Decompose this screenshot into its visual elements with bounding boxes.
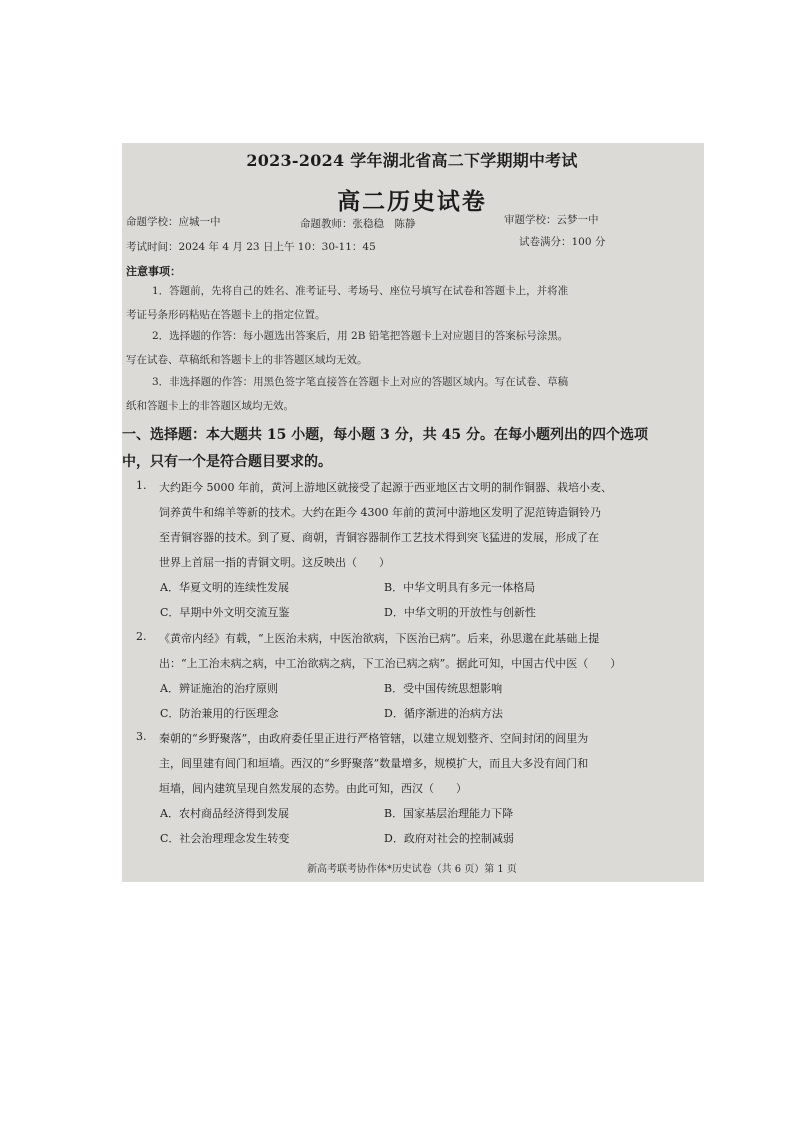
- exam-title: 2023-2024 学年湖北省高二下学期期中考试: [246, 151, 578, 170]
- option-d: D．中华文明的开放性与创新性: [384, 606, 536, 619]
- option-c: C．社会治理理念发生转变: [160, 832, 290, 845]
- question-number: 3.: [136, 730, 147, 743]
- exam-time-label: 考试时间：2024 年 4 月 23 日上午 10：30-11：45: [126, 241, 376, 253]
- question-number: 2.: [136, 630, 147, 643]
- section-heading: 一、选择题：本大题共 15 小题，每小题 3 分，共 45 分。在每小题列出的四个选项: [122, 427, 648, 443]
- notice-line: 纸和答题卡上的非答题区域均无效。: [126, 400, 294, 412]
- option-a: A．华夏文明的连续性发展: [160, 581, 289, 594]
- section-heading-cont: 中，只有一个是符合题目要求的。: [122, 454, 332, 470]
- option-d: D．循序渐进的治病方法: [384, 707, 503, 720]
- exam-paper: [122, 143, 704, 882]
- option-b: B．国家基层治理能力下降: [384, 807, 514, 820]
- question-text: 《黄帝内经》有载，“上医治未病，中医治欲病，下医治已病”。后来，孙思邈在此基础上提: [159, 632, 600, 645]
- option-a: A．辨证施治的治疗原则: [160, 682, 278, 695]
- option-c: C．防治兼用的行医理念: [160, 707, 279, 720]
- teachers-label: 命题教师：张稳稳 陈静: [300, 218, 416, 230]
- question-text: 至青铜容器的技术。到了夏、商朝，青铜容器制作工艺技术得到突飞猛进的发展，形成了在: [159, 531, 599, 544]
- paper-title: 高二历史试卷: [337, 188, 487, 215]
- option-c: C．早期中外文明交流互鉴: [160, 606, 290, 619]
- notice-line: 3．非选择题的作答：用黑色签字笔直接答在答题卡上对应的答题区域内。写在试卷、草稿: [152, 376, 569, 388]
- option-d: D．政府对社会的控制减弱: [384, 832, 514, 845]
- question-text: 大约距今 5000 年前，黄河上游地区就接受了起源于西亚地区古文明的制作铜器、栽培小麦、: [159, 481, 612, 494]
- option-a: A．农村商品经济得到发展: [160, 807, 289, 820]
- option-b: B．受中国传统思想影响: [384, 682, 503, 695]
- question-text: 主，闾里建有闾门和垣墙。西汉的“乡野聚落”数量增多，规模扩大，而且大多没有闾门和: [159, 757, 589, 770]
- question-number: 1.: [136, 479, 147, 492]
- notice-line: 1．答题前，先将自己的姓名、准考证号、考场号、座位号填写在试卷和答题卡上，并将准: [152, 285, 569, 297]
- school-label: 命题学校：应城一中: [126, 216, 221, 228]
- question-text: 出：“上工治未病之病，中工治欲病之病，下工治已病之病”。据此可知，中国古代中医（ ）: [159, 657, 622, 670]
- notice-line: 写在试卷、草稿纸和答题卡上的非答题区域均无效。: [126, 354, 368, 366]
- option-b: B．中华文明具有多元一体格局: [384, 581, 536, 594]
- question-text: 饲养黄牛和绵羊等新的技术。大约在距今 4300 年前的黄河中游地区发明了泥范铸造铜铃乃: [159, 506, 601, 519]
- question-text: 垣墙，闾内建筑呈现自然发展的态势。由此可知，西汉（ ）: [159, 782, 467, 795]
- notice-line: 2．选择题的作答：每小题选出答案后，用 2B 铅笔把答题卡上对应题目的答案标号涂黑。: [152, 330, 569, 342]
- review-school-label: 审题学校：云梦一中: [504, 214, 599, 226]
- notice-heading: 注意事项：: [126, 265, 181, 278]
- full-score-label: 试卷满分：100 分: [519, 236, 606, 248]
- question-text: 秦朝的“乡野聚落”，由政府委任里正进行严格管辖，以建立规划整齐、空间封闭的闾里为: [159, 732, 589, 745]
- question-text: 世界上首屈一指的青铜文明。这反映出（ ）: [159, 556, 390, 569]
- notice-line: 考证号条形码粘贴在答题卡上的指定位置。: [126, 309, 326, 321]
- page-footer: 新高考联考协作体*历史试卷（共 6 页）第 1 页: [307, 864, 517, 875]
